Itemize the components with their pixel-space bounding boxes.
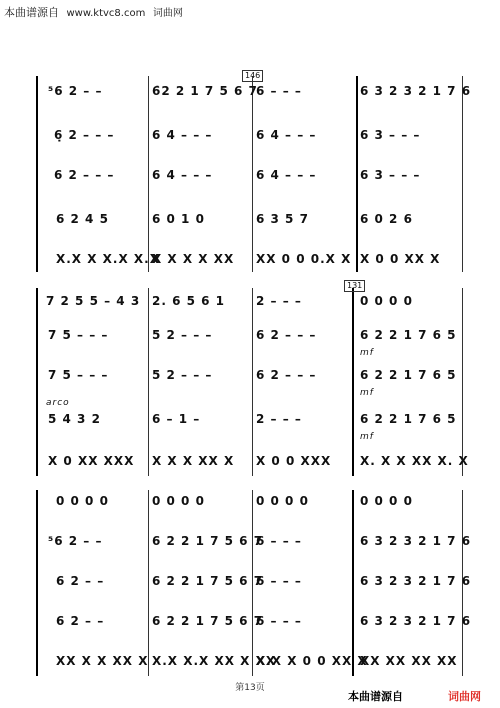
- measure: 6 2 2 1 7 5 6 7: [152, 614, 264, 628]
- measure: X.X X.X XX X XX: [152, 654, 277, 668]
- measure: 5 2 – – –: [152, 328, 213, 342]
- measure: 6 – – –: [256, 574, 302, 588]
- measure: 6 3 2 3 2 1 7 6: [360, 84, 472, 98]
- staff-row: [0, 294, 500, 314]
- measure: 2 – – –: [256, 412, 302, 426]
- measure: 0 0 0 0: [360, 494, 413, 508]
- measure: 6 2 4 5: [56, 212, 109, 226]
- measure: 5 2 – – –: [152, 368, 213, 382]
- measure: 6 3 2 3 2 1 7 6: [360, 614, 472, 628]
- measure: 6̇2 2 1 7 5 6 7: [152, 84, 258, 98]
- measure: 6 3 5 7: [256, 212, 309, 226]
- measure: 6 – – –: [256, 84, 302, 98]
- measure: ⁵6 2 – –: [48, 84, 103, 98]
- measure: 6 2 – – –: [256, 328, 317, 342]
- measure: 6̣ 2 – – –: [54, 128, 115, 142]
- dynamic-mark: mf: [360, 348, 374, 358]
- staff-row: [0, 494, 500, 514]
- staff-row: [0, 654, 500, 674]
- measure: 6 2 2 1 7 5 6 7: [152, 534, 264, 548]
- measure: 6 4 – – –: [152, 128, 213, 142]
- measure: 6 – – –: [256, 534, 302, 548]
- measure: XX X X XX X: [56, 654, 149, 668]
- footer-brand-left: 本曲谱源自: [348, 690, 403, 703]
- staff-row: [0, 252, 500, 272]
- measure: 7 2 5 5 – 4 3: [46, 294, 141, 308]
- measure: 6 3 2 3 2 1 7 6: [360, 534, 472, 548]
- rehearsal-mark: 146: [242, 70, 263, 82]
- articulation-arco: arco: [46, 398, 70, 408]
- site-header: [4, 4, 183, 20]
- measure: 6 2 – – –: [256, 368, 317, 382]
- measure: 0 0 0 0: [360, 294, 413, 308]
- measure: 2 – – –: [256, 294, 302, 308]
- measure: 6 3 – – –: [360, 168, 421, 182]
- measure: 6 2 – – –: [54, 168, 115, 182]
- staff-row: [0, 128, 500, 148]
- measure: 6 0 2 6: [360, 212, 413, 226]
- measure: 7 5 – – –: [48, 328, 109, 342]
- measure: X.X X X.X X.X: [56, 252, 160, 266]
- staff-row: [0, 84, 500, 104]
- measure: X 0 XX XXX: [48, 454, 135, 468]
- measure: X 0 0 XX X: [360, 252, 441, 266]
- measure: 6 – – –: [256, 614, 302, 628]
- staff-row: [0, 574, 500, 594]
- measure: 6 – 1 –: [152, 412, 201, 426]
- score-system-1: [0, 71, 500, 272]
- measure: 6 3 2 3 2 1 7 6: [360, 574, 472, 588]
- rehearsal-mark: 131: [344, 280, 365, 292]
- measure: 6 0 1 0: [152, 212, 205, 226]
- staff-row: [0, 168, 500, 188]
- measure: ⁵6 2 – –: [48, 534, 103, 548]
- measure: XX 0 0 0.X X: [256, 252, 352, 266]
- site-url[interactable]: www.ktvc8.com: [66, 8, 146, 19]
- measure: X 0 0 XXX: [256, 454, 332, 468]
- score-system-2: [0, 281, 500, 476]
- measure: 6 2 2 1 7 6 5: [360, 368, 457, 382]
- measure: 6 4 – – –: [256, 128, 317, 142]
- staff-row: [0, 328, 500, 348]
- site-suffix: 词曲网: [152, 8, 183, 19]
- measure: 2. 6 5 6 1: [152, 294, 226, 308]
- dynamic-mark: mf: [360, 388, 374, 398]
- measure: 0 0 0 0: [256, 494, 309, 508]
- footer-brand-right[interactable]: 词曲网: [448, 690, 481, 703]
- measure: 6 4 – – –: [152, 168, 213, 182]
- measure: 6 3 – – –: [360, 128, 421, 142]
- site-title: 本曲谱源自: [4, 6, 59, 19]
- page-number: 第13页: [235, 683, 265, 693]
- measure: X X X XX X: [152, 454, 235, 468]
- staff-row: [0, 534, 500, 554]
- score-system-3: [0, 490, 500, 676]
- measure: 6 2 2 1 7 6 5: [360, 328, 457, 342]
- measure: XX XX XX XX: [360, 654, 458, 668]
- staff-row: [0, 412, 500, 432]
- staff-row: [0, 454, 500, 474]
- measure: 7 5 – – –: [48, 368, 109, 382]
- staff-row: [0, 614, 500, 634]
- staff-row: [0, 368, 500, 388]
- measure: 6 2 2 1 7 5 6 7: [152, 574, 264, 588]
- measure: 0 0 0 0: [56, 494, 109, 508]
- measure: X.X X 0 0 XX X: [256, 654, 368, 668]
- dynamic-mark: mf: [360, 432, 374, 442]
- measure: 6 4 – – –: [256, 168, 317, 182]
- staff-row: [0, 212, 500, 232]
- measure: 6 2 – –: [56, 614, 105, 628]
- measure: 6 2 – –: [56, 574, 105, 588]
- measure: X. X X XX X. X: [360, 454, 469, 468]
- measure: 0 0 0 0: [152, 494, 205, 508]
- measure: 6 2 2 1 7 6 5: [360, 412, 457, 426]
- measure: X X X X XX: [152, 252, 235, 266]
- measure: 5 4 3 2: [48, 412, 101, 426]
